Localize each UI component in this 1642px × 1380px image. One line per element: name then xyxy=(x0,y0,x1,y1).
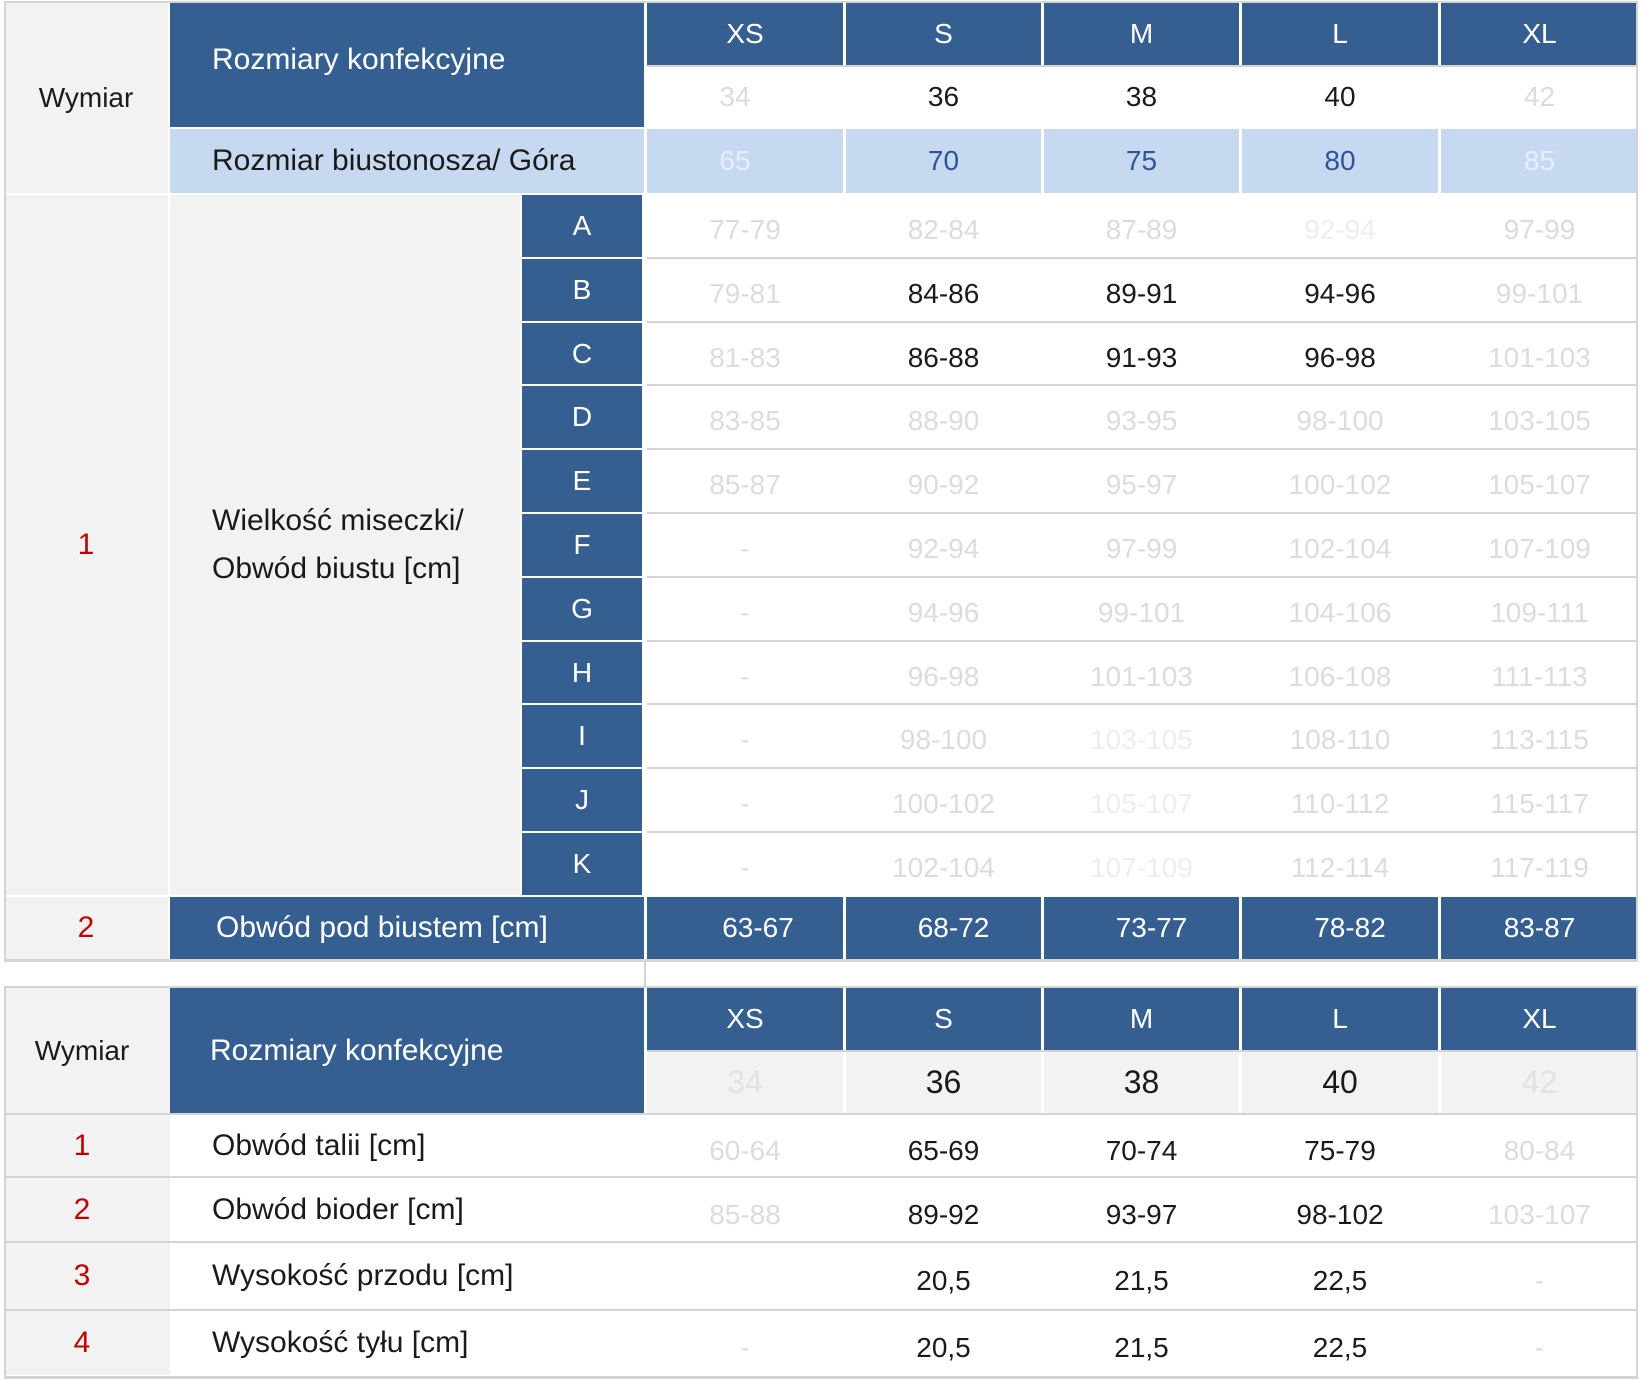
measure-value: 21,5 xyxy=(1044,1311,1239,1375)
band-size: 80 xyxy=(1242,129,1438,193)
size-number: 38 xyxy=(1044,67,1239,127)
bust-value: 103-105 xyxy=(1441,386,1638,448)
size-header-s: S xyxy=(846,988,1041,1050)
cup-letter-d: D xyxy=(522,386,642,448)
size-header-m: M xyxy=(1044,3,1239,65)
cup-letter-h: H xyxy=(522,642,642,704)
divider xyxy=(4,959,1638,962)
bust-value: 105-107 xyxy=(1441,450,1638,512)
cup-letter-c: C xyxy=(522,323,642,385)
table-border xyxy=(4,1,6,962)
bust-value: 98-100 xyxy=(846,705,1041,767)
divider xyxy=(4,1176,1638,1178)
bust-value: 95-97 xyxy=(1044,450,1239,512)
divider xyxy=(647,257,1638,259)
row-number-1: 1 xyxy=(4,1115,170,1176)
bust-value: 113-115 xyxy=(1441,705,1638,767)
bust-value: 108-110 xyxy=(1242,705,1438,767)
bust-value: 99-101 xyxy=(1044,578,1239,640)
measure-label: Wysokość przodu [cm] xyxy=(170,1243,644,1309)
divider xyxy=(647,65,1638,67)
measure-value: 103-107 xyxy=(1441,1178,1638,1241)
bust-value: 83-85 xyxy=(647,386,843,448)
rozmiary-header: Rozmiary konfekcyjne xyxy=(170,988,644,1113)
band-size: 85 xyxy=(1441,129,1638,193)
bust-value: 100-102 xyxy=(846,769,1041,831)
bust-value: 87-89 xyxy=(1044,195,1239,257)
bust-value: 93-95 xyxy=(1044,386,1239,448)
measure-value: 75-79 xyxy=(1242,1115,1438,1176)
measure-value: 65-69 xyxy=(846,1115,1041,1176)
measure-value: 22,5 xyxy=(1242,1311,1438,1375)
divider xyxy=(647,512,1638,514)
divider xyxy=(647,576,1638,578)
bust-value: 102-104 xyxy=(1242,514,1438,576)
measure-value: - xyxy=(1441,1243,1638,1309)
cup-letter-a: A xyxy=(522,195,642,257)
row-number-1: 1 xyxy=(4,195,168,895)
table-border xyxy=(4,1376,1638,1379)
bust-value: 101-103 xyxy=(1044,642,1239,704)
divider xyxy=(647,384,1638,386)
bust-value: 102-104 xyxy=(846,833,1041,895)
cup-letter-k: K xyxy=(522,833,642,895)
underbust-value: 73-77 xyxy=(1044,897,1239,959)
measure-value: 85-88 xyxy=(647,1178,843,1241)
bust-value: 94-96 xyxy=(1242,259,1438,321)
bust-value: 96-98 xyxy=(1242,323,1438,385)
size-number: 42 xyxy=(1441,1052,1638,1113)
row-number-2: 2 xyxy=(4,897,168,959)
measure-value: - xyxy=(1441,1311,1638,1375)
size-number: 34 xyxy=(647,1052,843,1113)
size-number: 36 xyxy=(846,67,1041,127)
bust-value: 97-99 xyxy=(1044,514,1239,576)
bust-value: 107-109 xyxy=(1441,514,1638,576)
divider xyxy=(647,448,1638,450)
row-number-4: 4 xyxy=(4,1311,170,1375)
underbust-label: Obwód pod biustem [cm] xyxy=(170,897,644,959)
bust-value: 85-87 xyxy=(647,450,843,512)
size-header-xl: XL xyxy=(1441,3,1638,65)
size-header-xl: XL xyxy=(1441,988,1638,1050)
bust-value: 110-112 xyxy=(1242,769,1438,831)
table-border xyxy=(1636,986,1638,1379)
table-border xyxy=(4,986,6,1379)
cup-letter-e: E xyxy=(522,450,642,512)
measure-label: Obwód bioder [cm] xyxy=(170,1178,644,1241)
measure-value: 21,5 xyxy=(1044,1243,1239,1309)
band-size: 65 xyxy=(647,129,843,193)
divider xyxy=(647,831,1638,833)
bust-value: 109-111 xyxy=(1441,578,1638,640)
divider xyxy=(647,767,1638,769)
bust-value: 107-109 xyxy=(1044,833,1239,895)
measure-label: Wysokość tyłu [cm] xyxy=(170,1311,644,1375)
cup-label-line-2: Obwód biustu [cm] xyxy=(212,552,461,585)
size-header-xs: XS xyxy=(647,988,843,1050)
size-number: 38 xyxy=(1044,1052,1239,1113)
bust-value: 91-93 xyxy=(1044,323,1239,385)
cup-letter-f: F xyxy=(522,514,642,576)
measure-value: 89-92 xyxy=(846,1178,1041,1241)
measure-value: 20,5 xyxy=(846,1311,1041,1375)
divider xyxy=(647,321,1638,323)
bust-value: 79-81 xyxy=(647,259,843,321)
bust-value: 100-102 xyxy=(1242,450,1438,512)
bust-value: - xyxy=(647,578,843,640)
wymiar-label: Wymiar xyxy=(4,988,170,1113)
size-number: 42 xyxy=(1441,67,1638,127)
divider xyxy=(644,962,646,988)
measure-value: 60-64 xyxy=(647,1115,843,1176)
rozmiary-header: Rozmiary konfekcyjne xyxy=(170,3,644,127)
bust-value: 92-94 xyxy=(846,514,1041,576)
bust-value: - xyxy=(647,833,843,895)
size-number: 34 xyxy=(647,67,843,127)
size-number: 36 xyxy=(846,1052,1041,1113)
bust-value: 112-114 xyxy=(1242,833,1438,895)
bust-value: 77-79 xyxy=(647,195,843,257)
bust-value: - xyxy=(647,769,843,831)
cup-letter-b: B xyxy=(522,259,642,321)
bust-value: 101-103 xyxy=(1441,323,1638,385)
bust-value: 105-107 xyxy=(1044,769,1239,831)
bust-value: 115-117 xyxy=(1441,769,1638,831)
underbust-value: 68-72 xyxy=(846,897,1041,959)
band-size: 70 xyxy=(846,129,1041,193)
divider xyxy=(4,1309,1638,1311)
size-number: 40 xyxy=(1242,67,1438,127)
bust-value: 82-84 xyxy=(846,195,1041,257)
measure-label: Obwód talii [cm] xyxy=(170,1115,644,1176)
cup-label-line-1: Wielkość miseczki/ xyxy=(212,504,464,537)
bust-value: 98-100 xyxy=(1242,386,1438,448)
bust-value: 81-83 xyxy=(647,323,843,385)
measure-value: 20,5 xyxy=(846,1243,1041,1309)
wymiar-label: Wymiar xyxy=(4,3,168,193)
bust-value: 92-94 xyxy=(1242,195,1438,257)
measure-value: 22,5 xyxy=(1242,1243,1438,1309)
measure-value: 98-102 xyxy=(1242,1178,1438,1241)
bust-value: 99-101 xyxy=(1441,259,1638,321)
bra-size-label: Rozmiar biustonosza/ Góra xyxy=(170,129,644,193)
divider xyxy=(4,1113,1638,1115)
cup-letter-j: J xyxy=(522,769,642,831)
row-number-2: 2 xyxy=(4,1178,170,1241)
size-header-m: M xyxy=(1044,988,1239,1050)
bust-value: - xyxy=(647,642,843,704)
measure-value: - xyxy=(647,1311,843,1375)
measure-value: 70-74 xyxy=(1044,1115,1239,1176)
size-header-xs: XS xyxy=(647,3,843,65)
divider xyxy=(647,703,1638,705)
divider xyxy=(647,640,1638,642)
row-number-3: 3 xyxy=(4,1243,170,1309)
size-number: 40 xyxy=(1242,1052,1438,1113)
bust-value: 117-119 xyxy=(1441,833,1638,895)
underbust-value: 83-87 xyxy=(1441,897,1638,959)
bust-value: 90-92 xyxy=(846,450,1041,512)
size-header-l: L xyxy=(1242,988,1438,1050)
size-header-s: S xyxy=(846,3,1041,65)
measure-value: 80-84 xyxy=(1441,1115,1638,1176)
bust-value: - xyxy=(647,514,843,576)
bust-value: 103-105 xyxy=(1044,705,1239,767)
table-border xyxy=(1636,1,1638,962)
measure-value: 93-97 xyxy=(1044,1178,1239,1241)
measure-value xyxy=(647,1243,843,1309)
bust-value: 104-106 xyxy=(1242,578,1438,640)
cup-size-label xyxy=(170,195,520,895)
cup-letter-g: G xyxy=(522,578,642,640)
bust-value: 88-90 xyxy=(846,386,1041,448)
bust-value: 106-108 xyxy=(1242,642,1438,704)
bust-value: 96-98 xyxy=(846,642,1041,704)
band-size: 75 xyxy=(1044,129,1239,193)
bust-value: 84-86 xyxy=(846,259,1041,321)
cup-letter-i: I xyxy=(522,705,642,767)
divider xyxy=(4,1241,1638,1243)
bust-value: 89-91 xyxy=(1044,259,1239,321)
bust-value: 111-113 xyxy=(1441,642,1638,704)
bust-value: 94-96 xyxy=(846,578,1041,640)
underbust-value: 78-82 xyxy=(1242,897,1438,959)
size-header-l: L xyxy=(1242,3,1438,65)
underbust-value: 63-67 xyxy=(647,897,843,959)
bust-value: 86-88 xyxy=(846,323,1041,385)
bust-value: 97-99 xyxy=(1441,195,1638,257)
bust-value: - xyxy=(647,705,843,767)
